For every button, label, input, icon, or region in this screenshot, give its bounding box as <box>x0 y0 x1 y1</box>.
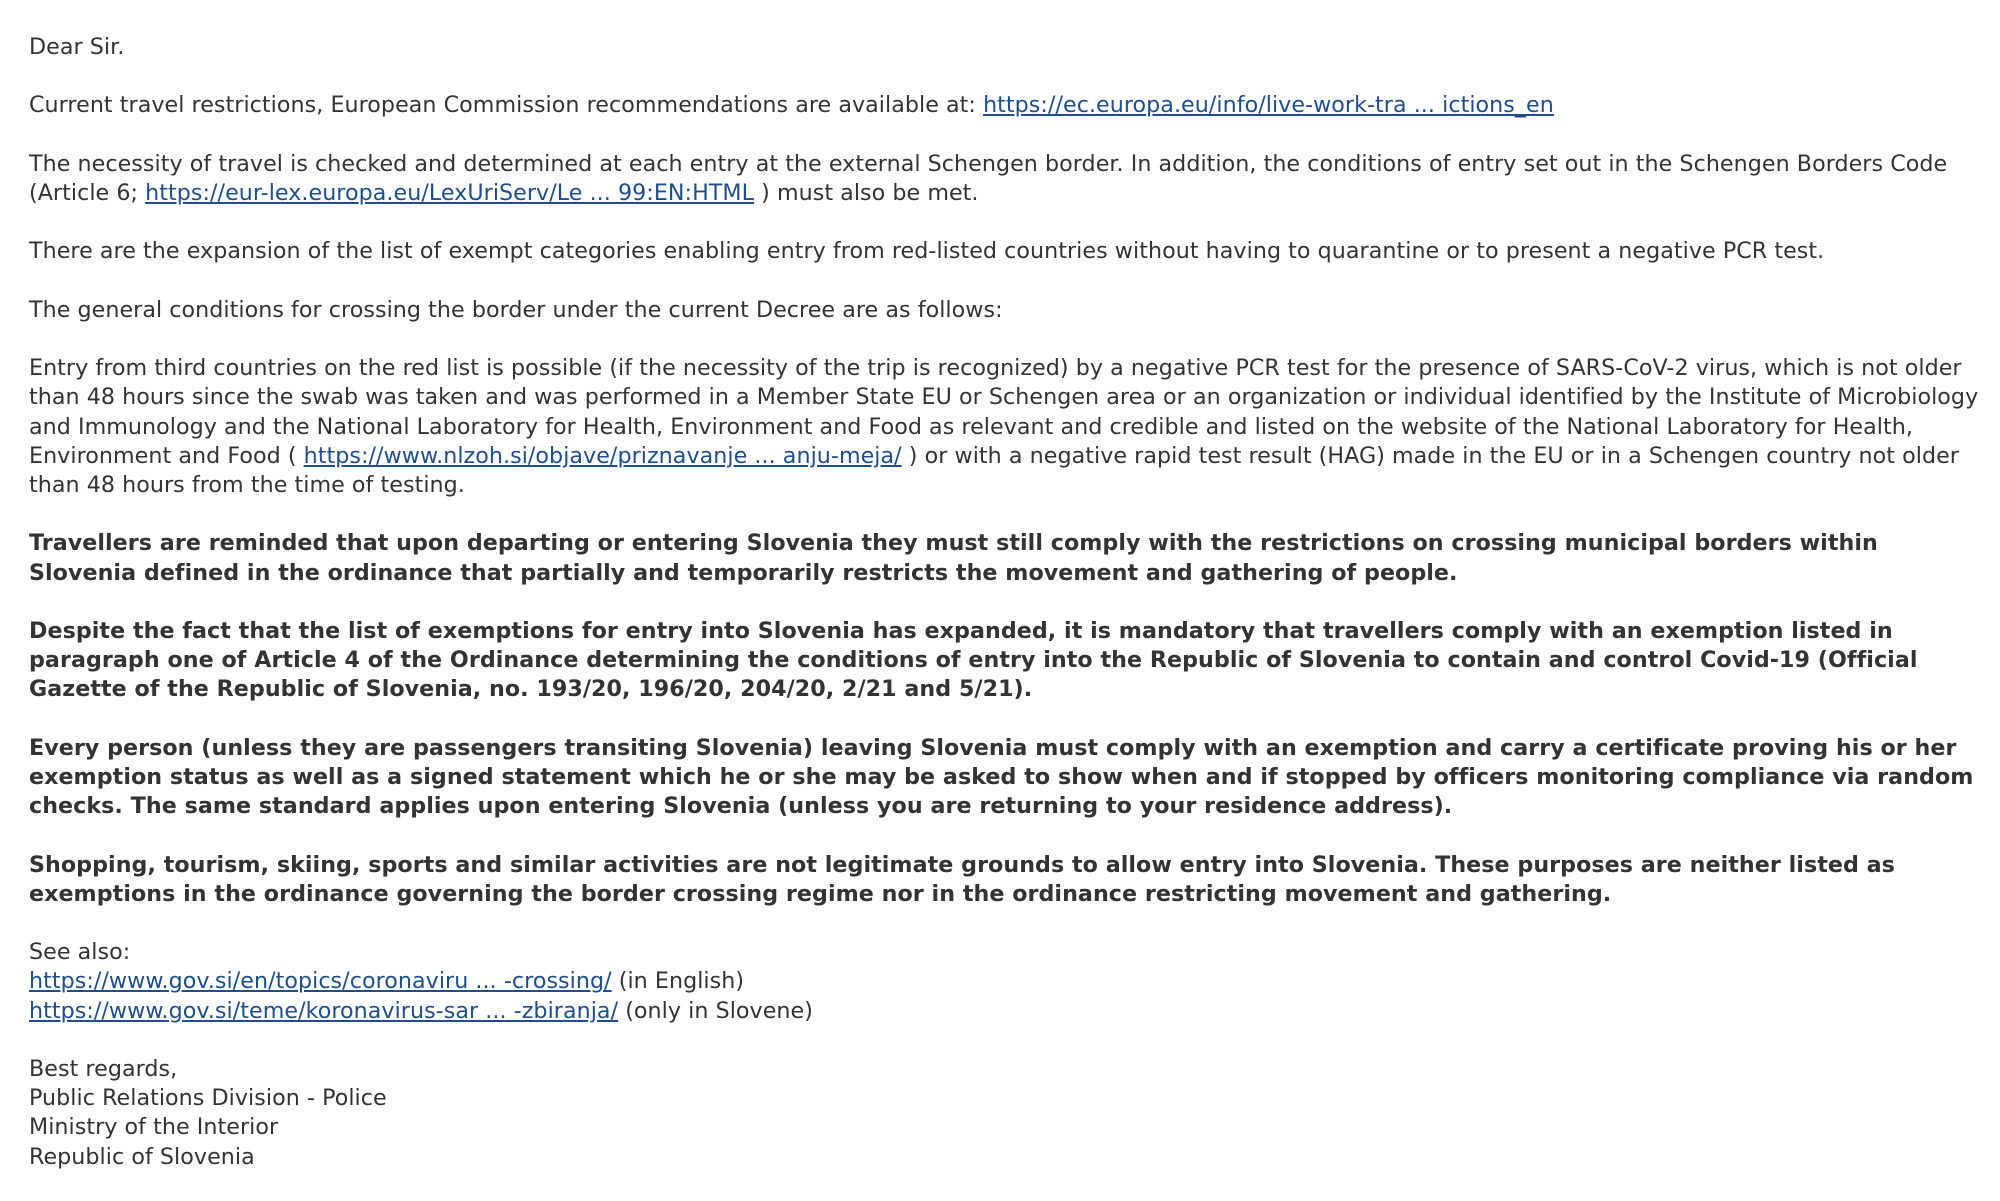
paragraph-exempt-categories: There are the expansion of the list of exempt categories enabling entry from red-listed countries without having to quarantine or to present a negative PCR test. <box>29 238 1825 265</box>
bold-notice-certificate: Every person (unless they are passengers transiting Slovenia) leaving Slovenia must comply with an exemption and carry a certificate proving his or her exemption status as well as a signed statement which he or she may be asked to show when and if stopped by officers monitoring compliance via random checks. The same standard applies upon entering Slovenia (unless you are returning to your residence address). <box>29 734 1974 820</box>
paragraph-text: ) must also be met. <box>754 179 979 206</box>
gov-si-english-link[interactable]: https://www.gov.si/en/topics/coronaviru ... -crossing/ <box>29 968 612 995</box>
paragraph-text: The necessity of travel is checked and determined at each entry at the external Schengen border. In addition, the conditions of entry set out in the Schengen Borders Code (Article 6; <box>29 150 1948 206</box>
eur-lex-link[interactable]: https://eur-lex.europa.eu/LexUriServ/Le ... 99:EN:HTML <box>145 179 755 206</box>
paragraph-text: Entry from third countries on the red list is possible (if the necessity of the trip is recognized) by a negative PCR test for the presence of SARS-CoV-2 virus, which is not older than 48 hours since the swab was taken and was performed in a Member State EU or Schengen area or an organization or individual identified by the Institute of Microbiology and Immunology and the National Laboratory for Health, Environment and Food as relevant and credible and listed on the website of the National Laboratory for Health, Environment and Food ( <box>29 355 1979 469</box>
signature-ministry: Ministry of the Interior <box>29 1114 279 1141</box>
bold-notice-not-legitimate: Shopping, tourism, skiing, sports and similar activities are not legitimate grounds to allow entry into Slovenia. These purposes are neither listed as exemptions in the ordinance governing the border crossing regime nor in the ordinance restricting movement and gathering. <box>29 851 1895 907</box>
see-also-item <box>29 967 1979 996</box>
signature-division: Public Relations Division - Police <box>29 1085 387 1112</box>
see-also-item <box>29 997 1979 1026</box>
paragraph-general-conditions: The general conditions for crossing the border under the current Decree are as follows: <box>29 296 1003 323</box>
email-body <box>29 33 1979 1201</box>
paragraph-text: ) or with a negative rapid test result (HAG) made in the EU or in a Schengen country not older than 48 hours from the time of testing. <box>29 442 1959 498</box>
bold-notice-municipal-borders: Travellers are reminded that upon departing or entering Slovenia they must still comply with the restrictions on crossing municipal borders within Slovenia defined in the ordinance that partially and temporarily restricts the movement and gathering of people. <box>29 530 1878 586</box>
link-note: (in English) <box>611 968 745 995</box>
signature-block <box>29 1055 1979 1172</box>
nlzoh-link[interactable]: https://www.nlzoh.si/objave/priznavanje ... anju-meja/ <box>303 442 902 469</box>
ec-europa-link[interactable]: https://ec.europa.eu/info/live-work-tra ... ictions_en <box>983 92 1554 119</box>
paragraph-entry-conditions <box>29 354 1979 500</box>
see-also-label: See also: <box>29 939 131 966</box>
link-note: (only in Slovene) <box>618 997 813 1024</box>
see-also-section <box>29 938 1979 1026</box>
bold-notice-exemptions: Despite the fact that the list of exemptions for entry into Slovenia has expanded, it is mandatory that travellers comply with an exemption listed in paragraph one of Article 4 of the Ordinance determining the conditions of entry into the Republic of Slovenia to contain and control Covid-19 (Official Gazette of the Republic of Slovenia, no. 193/20, 196/20, 204/20, 2/21 and 5/21). <box>29 617 1918 703</box>
paragraph-schengen-border <box>29 150 1979 208</box>
greeting: Dear Sir. <box>29 34 125 60</box>
gov-si-slovene-link[interactable]: https://www.gov.si/teme/koronavirus-sar ... -zbiranja/ <box>29 997 619 1024</box>
closing: Best regards, <box>29 1055 178 1082</box>
signature-country: Republic of Slovenia <box>29 1143 255 1170</box>
paragraph-text: Current travel restrictions, European Commission recommendations are available at: <box>29 92 984 119</box>
paragraph-eu-recommendations <box>29 91 1979 120</box>
